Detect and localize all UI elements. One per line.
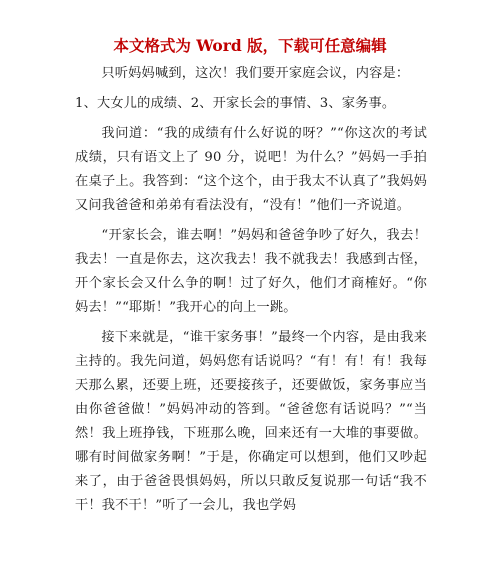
document-title: 本文格式为 Word 版，下载可任意编辑 [113, 36, 387, 55]
paragraph: “开家长会，谁去啊！”妈妈和爸爸争吵了好久，我去！我去！一直是你去，这次我去！我不就我去！我感到古怪，开个家长会又什么争的啊！过了好久，他们才商榷好。“你妈去！”“耶斯！”我开心的向上一跳。 [75, 228, 427, 315]
paragraph: 只听妈妈喊到，这次！我们要开家庭会议，内容是： [101, 66, 410, 81]
paragraph: 1、大女儿的成绩、2、开家长会的事情、3、家务事。 [75, 96, 396, 111]
document-body [75, 62, 427, 524]
paragraph: 接下来就是，“谁干家务事！”最终一个内容，是由我来主持的。我先问道，妈妈您有话说吗？“有！有！有！我每天那么累，还要上班，还要接孩子，还要做饭，家务事应当由你爸爸做！”妈妈冲动的答到。“爸爸您有话说吗？”“当然！我上班挣钱，下班那么晚，回来还有一大堆的事要做。哪有时间做家务啊！”于是，你确定可以想到，他们又吵起来了，由于爸爸畏惧妈妈，所以只敢反复说那一句话“我不干！我不干！”听了一会儿，我也学妈 [75, 330, 427, 513]
paragraph: 我问道：“我的成绩有什么好说的呀？”“你这次的考试成绩，只有语文上了 90 分，说吧！为什么？”妈妈一手拍在桌子上。我答到：“这个这个，由于我太不认真了”我妈妈又问我爸爸和弟弟有看法没有，“没有！”他们一齐说道。 [75, 126, 427, 213]
